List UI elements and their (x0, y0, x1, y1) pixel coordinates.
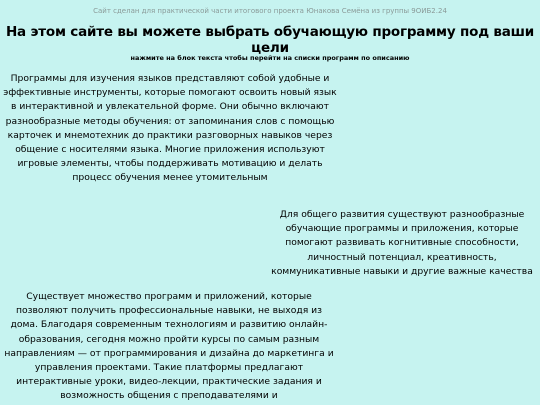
page-title: На этом сайте вы можете выбрать обучающую программу под ваши цели (5, 24, 535, 56)
project-credit: Сайт сделан для практической части итогового проекта Юнакова Семёна из группы 9ОИБ2.24 (93, 7, 447, 15)
professional-skills-block[interactable]: Существует множество программ и приложений, которые позволяют получить профессиональные навыки, не выходя из дома. Благодаря современным технологиям и развитию онлайн-образования, сегодня можно пройти курсы по самым разным направлениям — от программирования и дизайна до маркетинга и управления проектами. Такие платформы предлагают интерактивные уроки, видео-лекции, практические задания и возможность общения с преподавателями и (4, 291, 334, 402)
general-development-block[interactable]: Для общего развития существуют разнообразные обучающие программы и приложения, которые помогают развивать когнитивные способности, личностный потенциал, креативность, коммуникативные навыки и другие важные качества (271, 209, 533, 277)
language-programs-block[interactable]: Программы для изучения языков представляют собой удобные и эффективные инструменты, которые помогают освоить новый язык в интерактивной и увлекательной форме. Они обычно включают разнообразные методы обучения: от запоминания слов с помощью карточек и мнемотехник до практики разговорных навыков через общение с носителями языка. Многие приложения используют игровые элементы, чтобы поддерживать мотивацию и делать процесс обучения менее утомительным (3, 73, 337, 184)
page-hint: нажмите на блок текста чтобы перейти на списки программ по описанию (130, 54, 410, 62)
